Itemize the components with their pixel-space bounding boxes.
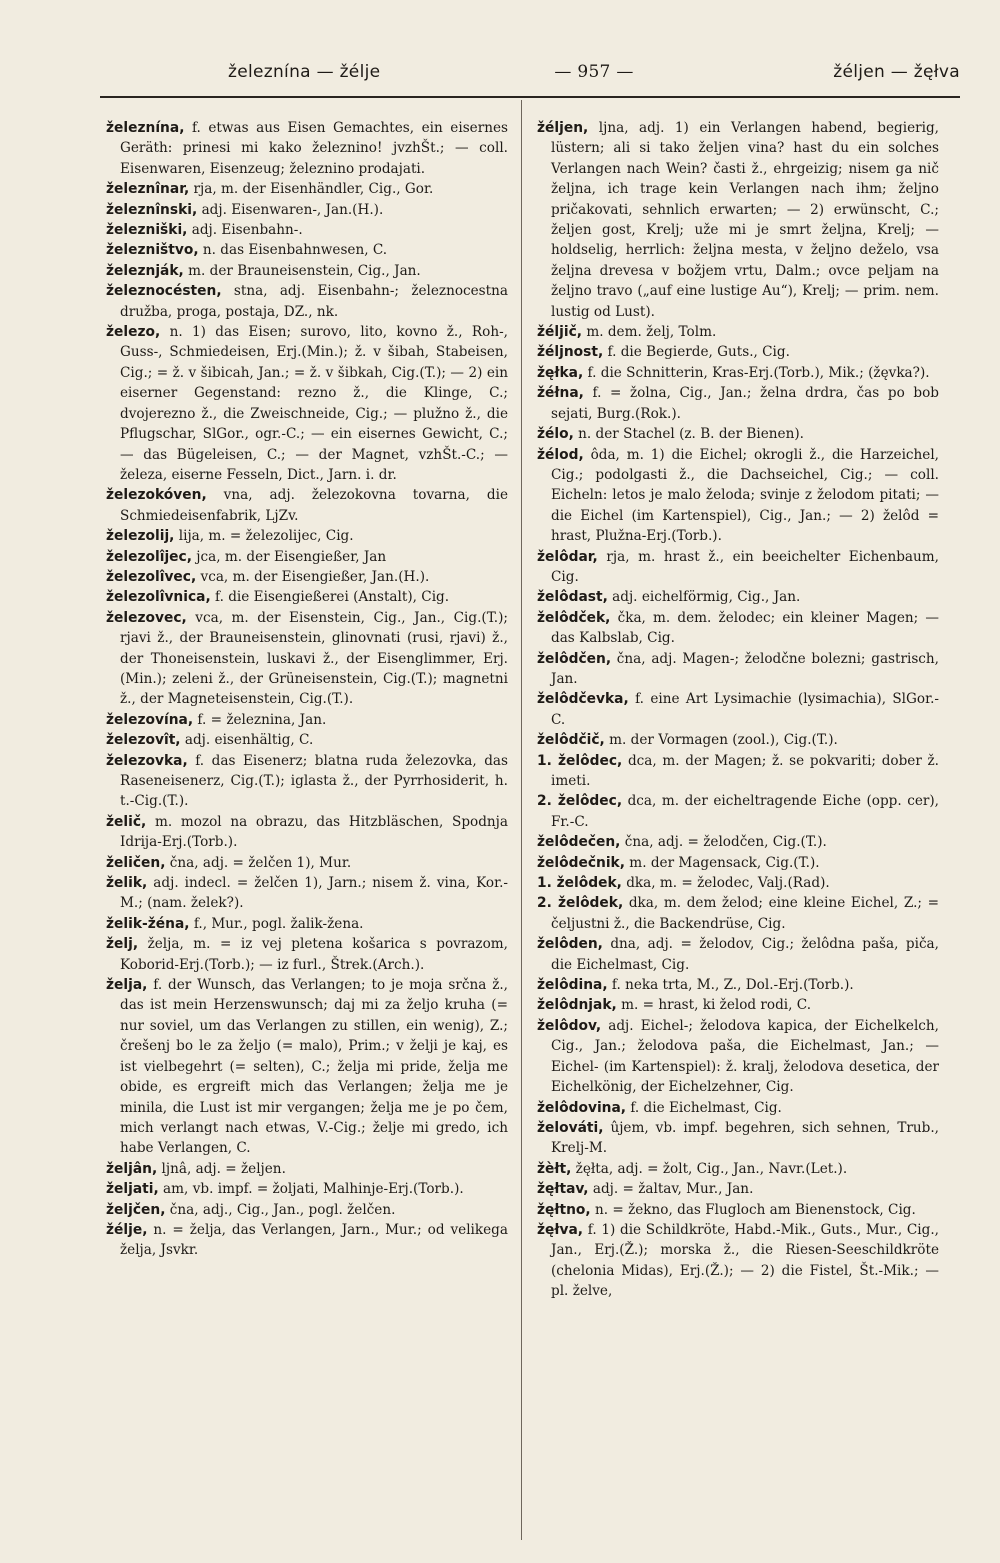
entry-headword: železnína,: [106, 120, 185, 136]
entry-headword: železništvo,: [106, 242, 199, 259]
entry-definition: rja, m. hrast ž., ein beeichelter Eichenbaum, Cig.: [551, 548, 939, 585]
entry-headword: 1. želôdec,: [537, 752, 623, 769]
entry-headword: železolîjec,: [106, 548, 192, 565]
dictionary-entry: [106, 934, 508, 975]
dictionary-entry: [537, 1200, 939, 1220]
dictionary-entry: [106, 1159, 508, 1179]
dictionary-entry: [106, 220, 508, 240]
entry-definition: vca, m. der Eisengießer, Jan.(H.).: [196, 568, 430, 585]
entry-definition: n. = žekno, das Flugloch am Bienenstock, Cig.: [590, 1201, 916, 1218]
entry-headword: želôdnjak,: [537, 997, 617, 1014]
entry-headword: žélo,: [537, 426, 574, 443]
dictionary-entry: [537, 383, 939, 424]
entry-definition: čna, adj. = želčen 1), Mur.: [165, 854, 352, 871]
entry-headword: želôdečnik,: [537, 854, 625, 871]
entry-headword: žéljič,: [537, 324, 582, 341]
entry-definition: f., Mur., pogl. žalik-žena.: [189, 915, 364, 932]
entry-definition: adj. = žaltav, Mur., Jan.: [588, 1181, 754, 1198]
entry-headword: železnînski,: [106, 201, 198, 218]
page-number: — 957 —: [554, 62, 634, 82]
entry-headword: želôdečen,: [537, 834, 621, 851]
entry-headword: želja,: [106, 977, 148, 994]
entry-headword: želôdar,: [537, 548, 598, 565]
entry-headword: 1. želôdek,: [537, 875, 622, 892]
entry-headword: železnînar,: [106, 181, 190, 198]
entry-definition: stna, adj. Eisenbahn-; železnocestna družba, proga, postaja, DZ., nk.: [120, 283, 508, 320]
entry-headword: želôdast,: [537, 589, 608, 606]
entry-headword: želôdčič,: [537, 732, 605, 749]
dictionary-entry: [106, 1200, 508, 1220]
entry-headword: železovína,: [106, 711, 194, 728]
entry-definition: n. 1) das Eisen; surovo, lito, kovno ž., Roh-, Guss-, Schmiedeisen, Erj.(Min.); ž. v šibah, Stabeisen, Cig.; = ž. v šibicah, Jan.; = ž. v šibkah, Cig.(T.); — 2) ein eiserner Gegenstand: rezno ž., die Klinge, C.; dvojerezno ž., die Zweischneide, Cig.; — plužno ž., die Pflugschar, SlGor., ogr.-C.; — ein eisernes Gewicht, C.; — das Bügeleisen, C.; — der Magnet, vzhŠt.-C.; — železa, eiserne Fesseln, Dict., Jarn. i. dr.: [120, 324, 508, 483]
entry-headword: žéljen,: [537, 120, 589, 136]
dictionary-entry: [106, 118, 508, 179]
entry-definition: dca, m. der eicheltragende Eiche (opp. cer), Fr.-C.: [551, 793, 939, 830]
dictionary-entry: [537, 1118, 939, 1159]
entry-headword: želôden,: [537, 936, 603, 953]
dictionary-entry: [537, 853, 939, 873]
entry-definition: adj. Eichel-; želodova kapica, der Eichelkelch, Cig., Jan.; želodova paša, die Eichelmast, Jan.; — Eichel- (im Kartenspiel): ž. kralj, želodova desetica, der Eichelkönig, der Eichelzehner, Cig.: [551, 1017, 939, 1096]
entry-definition: čna, adj. = želodčen, Cig.(T.).: [620, 834, 827, 851]
dictionary-entry: [537, 1179, 939, 1199]
dictionary-entry: [106, 526, 508, 546]
dictionary-entry: [106, 975, 508, 1159]
entry-headword: železnocésten,: [106, 283, 222, 300]
entry-headword: želik-žéna,: [106, 915, 190, 932]
entry-headword: železnják,: [106, 262, 184, 279]
right-column: [537, 118, 939, 1533]
entry-definition: jca, m. der Eisengießer, Jan: [191, 548, 387, 565]
entry-headword: želičen,: [106, 854, 166, 871]
entry-definition: dka, m. = želodec, Valj.(Rad).: [621, 875, 830, 892]
dictionary-entry: [106, 812, 508, 853]
entry-definition: m. = hrast, ki želod rodi, C.: [616, 997, 812, 1014]
entry-headword: žęłva,: [537, 1221, 584, 1238]
dictionary-entry: [106, 281, 508, 322]
entry-definition: čna, adj. Magen-; želodčne bolezni; gastrisch, Jan.: [551, 650, 939, 687]
dictionary-entry: [106, 179, 508, 199]
dictionary-entry: [106, 200, 508, 220]
entry-headword: železolîvnica,: [106, 589, 211, 606]
entry-definition: adj. indecl. = želčen 1), Jarn.; nisem ž. vina, Kor.-M.; (nam. želek?).: [120, 875, 508, 912]
entry-headword: žéłna,: [537, 385, 584, 402]
entry-definition: f. die Begierde, Guts., Cig.: [603, 344, 790, 361]
dictionary-entry: [537, 791, 939, 832]
entry-headword: železolij,: [106, 528, 175, 545]
entry-definition: čka, m. dem. želodec; ein kleiner Magen; — das Kalbslab, Cig.: [551, 609, 939, 647]
dictionary-entry: [106, 485, 508, 526]
entry-headword: željčen,: [106, 1201, 166, 1218]
entry-definition: m. der Magensack, Cig.(T.).: [624, 854, 820, 871]
header-right-guideword: žéljen — žęłva: [833, 62, 960, 82]
entry-definition: f. die Eisengießerei (Anstalt), Cig.: [210, 589, 450, 606]
dictionary-entry: [537, 322, 939, 342]
entry-definition: adj. eichelförmig, Cig., Jan.: [607, 589, 801, 606]
entry-headword: železovît,: [106, 732, 181, 749]
entry-definition: ljna, adj. 1) ein Verlangen habend, begierig, lüstern; ali si tako željen vina? hast du ein solches Verlangen nach Wein? časti ž., ehrgeizig; nisem ga nič željna, ich trage kein Verlangen nach ihm; željno pričakovati, sehnlich erwarten; — 2) erwünscht, C.; željen gost, Krelj; uže mi je smrt željna, Krelj; — holdselig, herrlich: željna mesta, v željno deželo, vsa željna drevesa v božjem vrtu, Dalm.; ovce peljam na željno travo („auf eine lustige Au“), Krelj; — prim. nem. lustig od Lust).: [551, 120, 939, 320]
entry-definition: m. mozol na obrazu, das Hitzbläschen, Spodnja Idrija-Erj.(Torb.).: [120, 813, 508, 851]
entry-definition: adj. Eisenbahn-.: [187, 222, 303, 239]
entry-headword: želôdovina,: [537, 1099, 627, 1116]
dictionary-entry: [537, 975, 939, 995]
dictionary-entry: [106, 322, 508, 485]
dictionary-entry: [537, 1098, 939, 1118]
dictionary-entry: [537, 587, 939, 607]
left-column: [106, 118, 508, 1533]
entry-headword: želôdina,: [537, 977, 608, 994]
entry-headword: želik,: [106, 875, 148, 892]
entry-definition: f. etwas aus Eisen Gemachtes, ein eisernes Geräth: prinesi mi kako železnino! jvzhŠt.; — coll. Eisenwaren, Eisenzeug; železnino prodajati.: [120, 120, 508, 177]
entry-definition: f. neka trta, M., Z., Dol.-Erj.(Torb.).: [607, 977, 854, 994]
entry-definition: vca, m. der Eisenstein, Cig., Jan., Cig.(T.); rjavi ž., der Brauneisenstein, glinovnati (rusi, rjavi) ž., der Thoneisenstein, luskavi ž., der Eisenglimmer, Erj.(Min.); zeleni ž., der Grüneisenstein, Cig.(T.); magnetni ž., der Magneteisenstein, Cig.(T.).: [120, 609, 508, 708]
dictionary-entry: [106, 914, 508, 934]
entry-definition: lija, m. = železolijec, Cig.: [174, 528, 354, 545]
entry-definition: vna, adj. železokovna tovarna, die Schmiedeisenfabrik, LjZv.: [120, 487, 508, 524]
entry-headword: žęłtno,: [537, 1201, 591, 1218]
dictionary-entry: [106, 261, 508, 281]
dictionary-entry: [537, 342, 939, 362]
entry-definition: dka, m. dem želod; eine kleine Eichel, Z.; = čeljustni ž., die Backendrüse, Cig.: [551, 895, 939, 932]
dictionary-entry: [537, 995, 939, 1015]
dictionary-entry: [537, 1220, 939, 1302]
entry-definition: dca, m. der Magen; ž. se pokvariti; dober ž. imeti.: [551, 752, 939, 789]
entry-headword: želôdčen,: [537, 650, 612, 667]
entry-definition: ljnâ, adj. = željen.: [157, 1160, 286, 1177]
entry-headword: železokóven,: [106, 487, 207, 504]
dictionary-entry: [537, 424, 939, 444]
header-left-guideword: železnína — žélje: [228, 62, 381, 82]
entry-definition: žęłta, adj. = žolt, Cig., Jan., Navr.(Let.).: [571, 1160, 848, 1177]
entry-definition: f. der Wunsch, das Verlangen; to je moja srčna ž., das ist mein Herzenswunsch; daj mi za željo kruha (= nur soviel, um das Verlangen zu stillen, ein wenig), Z.; črešenj bo le za željo (= malo), Prim.; v želji je kaj, es ist vielbegehrt (= selten), C.; želja mi pride, želja me obide, es ergreift mich das Verlangen; želja me je minila, die Lust ist mir vergangen; želja me je po čem, mich verlangt nach etwas, V.-Cig.; želje mi gredo, ich habe Verlangen, C.: [120, 977, 508, 1157]
running-header: [228, 62, 960, 82]
dictionary-entry: [537, 445, 939, 547]
entry-definition: adj. Eisenwaren-, Jan.(H.).: [197, 201, 384, 218]
entry-definition: n. das Eisenbahnwesen, C.: [198, 242, 388, 259]
dictionary-entry: [537, 118, 939, 322]
entry-definition: m. der Vormagen (zool.), Cig.(T.).: [604, 732, 838, 749]
entry-definition: ûjem, vb. impf. begehren, sich sehnen, Trub., Krelj-M.: [551, 1119, 939, 1157]
dictionary-entry: [106, 567, 508, 587]
dictionary-entry: [537, 934, 939, 975]
entry-definition: m. der Brauneisenstein, Cig., Jan.: [183, 262, 421, 279]
dictionary-entry: [537, 608, 939, 649]
entry-headword: železniški,: [106, 222, 188, 239]
entry-definition: f. = železnina, Jan.: [193, 711, 327, 728]
entry-headword: želováti,: [537, 1119, 604, 1136]
entry-headword: željati,: [106, 1181, 159, 1198]
dictionary-entry: [537, 1016, 939, 1098]
entry-definition: f. das Eisenerz; blatna ruda železovka, das Raseneisenerz, Cig.(T.); iglasta ž., der Pyrrhosiderit, h. t.-Cig.(T.).: [120, 752, 508, 810]
dictionary-entry: [537, 1159, 939, 1179]
entry-headword: železo,: [106, 324, 161, 341]
entry-headword: 2. želôdec,: [537, 793, 623, 810]
entry-definition: am, vb. impf. = žoljati, Malhinje-Erj.(Torb.).: [158, 1181, 464, 1198]
dictionary-entry: [537, 689, 939, 730]
entry-headword: železolîvec,: [106, 568, 197, 585]
entry-headword: žéljnost,: [537, 344, 604, 361]
entry-definition: f. eine Art Lysimachie (lysimachia), SlGor.-C.: [551, 691, 939, 728]
dictionary-entry: [106, 1179, 508, 1199]
dictionary-entry: [537, 873, 939, 893]
dictionary-entry: [106, 751, 508, 812]
dictionary-entry: [537, 832, 939, 852]
entry-definition: rja, m. der Eisenhändler, Cig., Gor.: [189, 181, 434, 198]
entry-headword: žęłka,: [537, 364, 584, 381]
entry-headword: želj,: [106, 936, 139, 953]
column-divider: [521, 100, 522, 1540]
entry-headword: želôdov,: [537, 1017, 602, 1034]
dictionary-entry: [106, 587, 508, 607]
dictionary-entry: [537, 730, 939, 750]
dictionary-entry: [537, 751, 939, 792]
dictionary-entry: [537, 547, 939, 588]
dictionary-entry: [106, 710, 508, 730]
dictionary-entry: [106, 730, 508, 750]
entry-definition: n. der Stachel (z. B. der Bienen).: [573, 426, 804, 443]
dictionary-entry: [537, 649, 939, 690]
dictionary-entry: [106, 853, 508, 873]
dictionary-entry: [106, 1220, 508, 1261]
entry-definition: želja, m. = iz vej pletena košarica s povrazom, Koborid-Erj.(Torb.); — iz furl., Štrek.(Arch.).: [120, 936, 508, 973]
entry-definition: f. die Eichelmast, Cig.: [626, 1099, 782, 1116]
entry-definition: čna, adj., Cig., Jan., pogl. želčen.: [165, 1201, 396, 1218]
entry-headword: železovka,: [106, 752, 188, 769]
entry-headword: žęłtav,: [537, 1181, 589, 1198]
entry-headword: žélje,: [106, 1221, 148, 1238]
entry-headword: žélod,: [537, 446, 584, 463]
dictionary-entry: [106, 240, 508, 260]
entry-headword: 2. želôdek,: [537, 895, 624, 912]
dictionary-entry: [106, 608, 508, 710]
entry-headword: žèłt,: [537, 1160, 572, 1177]
entry-headword: željân,: [106, 1160, 158, 1177]
entry-headword: želôdčevka,: [537, 691, 629, 708]
entry-definition: ôda, m. 1) die Eichel; okrogli ž., die Harzeichel, Cig.; podolgasti ž., die Dachseichel, Cig.; — coll. Eicheln: letos je malo želoda; svinje z želodom pitati; — die Eichel (im Kartenspiel), Cig., Jan.; — 2) želôd = hrast, Plužna-Erj.(Torb.).: [551, 446, 939, 545]
entry-headword: želič,: [106, 813, 147, 830]
entry-definition: adj. eisenhältig, C.: [180, 732, 314, 749]
dictionary-entry: [106, 873, 508, 914]
dictionary-entry: [106, 547, 508, 567]
entry-definition: n. = želja, das Verlangen, Jarn., Mur.; od velikega želja, Jsvkr.: [120, 1221, 508, 1259]
entry-definition: dna, adj. = želodov, Cig.; želôdna paša, piča, die Eichelmast, Cig.: [551, 936, 939, 973]
entry-definition: f. die Schnitterin, Kras-Erj.(Torb.), Mik.; (žęvka?).: [583, 364, 930, 381]
dictionary-entry: [537, 893, 939, 934]
header-rule: [100, 96, 960, 98]
entry-definition: f. 1) die Schildkröte, Habd.-Mik., Guts., Mur., Cig., Jan., Erj.(Ž.); morska ž., die Riesen-Seeschildkröte (chelonia Midas), Erj.(Ž.); — 2) die Fistel, Št.-Mik.; — pl. želve,: [551, 1221, 939, 1300]
entry-definition: m. dem. želj, Tolm.: [582, 324, 717, 341]
dictionary-entry: [537, 363, 939, 383]
entry-definition: f. = žolna, Cig., Jan.; želna drdra, čas po bob sejati, Burg.(Rok.).: [551, 385, 939, 422]
entry-headword: železovec,: [106, 609, 187, 626]
entry-headword: želôdček,: [537, 609, 611, 626]
